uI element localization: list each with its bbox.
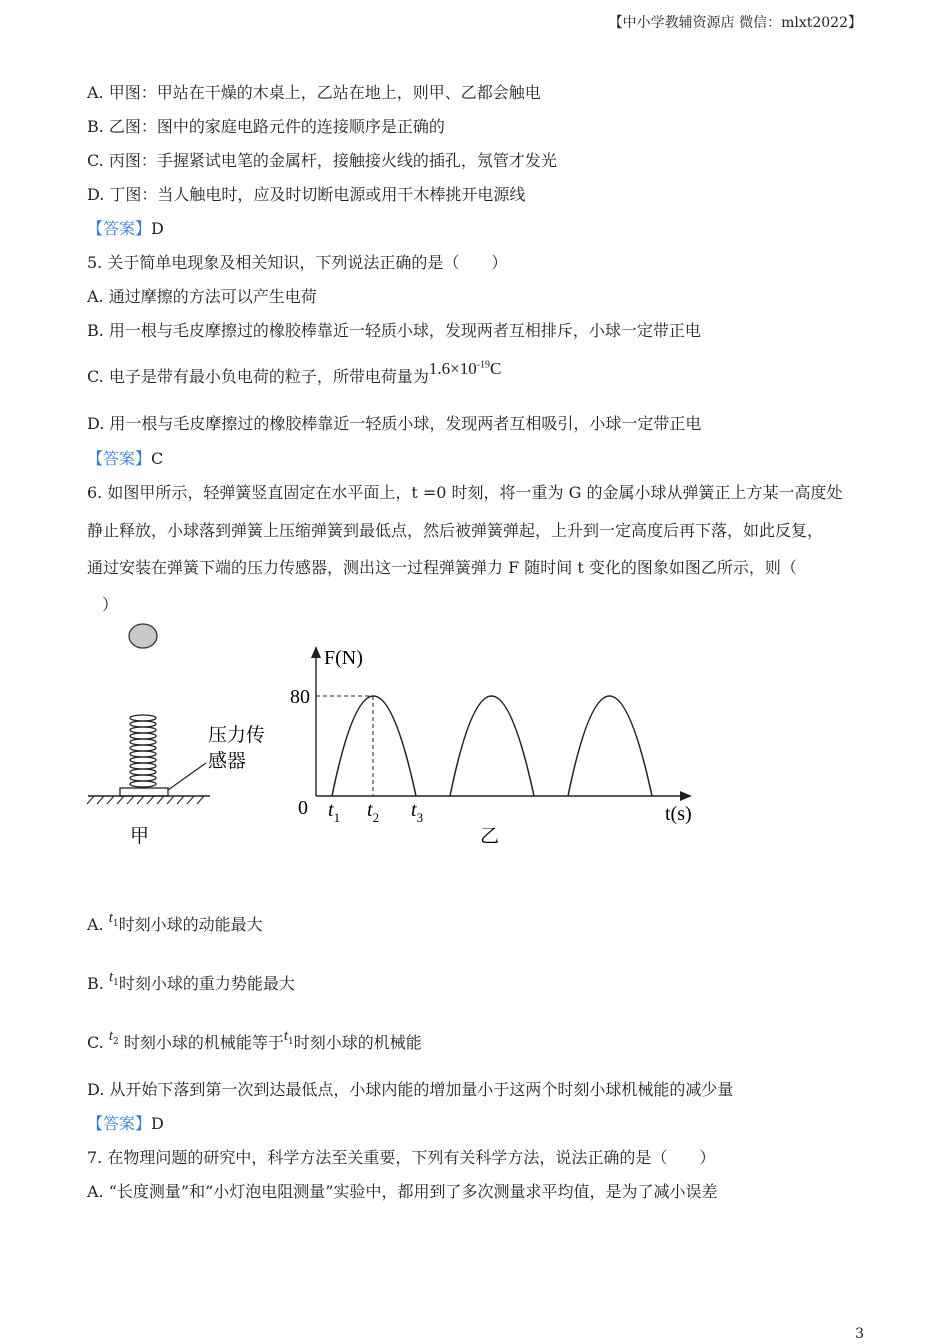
q5-option-d: D. 用一根与毛皮摩擦过的橡胶棒靠近一轻质小球，发现两者互相吸引，小球一定带正电 — [87, 414, 702, 433]
y-axis-label: F(N) — [324, 647, 363, 669]
t-subscript: 1 — [288, 1037, 294, 1047]
q6-stem-line2: 静止释放，小球落到弹簧上压缩弹簧到最低点，然后被弹簧弹起，上升到一定高度后再下落，如此反复， — [87, 521, 824, 540]
q6-option-c-mid: 时刻小球的机械能等于 — [123, 1033, 284, 1052]
peak-value-label: 80 — [290, 686, 310, 708]
t1-label: $t_1$ — [328, 799, 341, 825]
answer-value: D — [151, 1114, 164, 1133]
sensor-leader-line — [168, 763, 206, 790]
answer-label: 【答案】 — [87, 449, 152, 468]
answer-label: 【答案】 — [87, 1114, 152, 1133]
answer-value: D — [151, 219, 164, 238]
t-subscript: 1 — [113, 978, 119, 988]
force-curve-3 — [568, 696, 652, 796]
q5-stem: 5. 关于简单电现象及相关知识，下列说法正确的是（ ） — [87, 253, 508, 272]
q6-stem-line3: 通过安装在弹簧下端的压力传感器，测出这一过程弹簧弹力 F 随时间 t 变化的图象如图乙所示，则（ — [87, 558, 797, 577]
t-symbol: t — [108, 1028, 114, 1044]
q4-answer — [87, 216, 164, 239]
t-symbol: t — [108, 969, 114, 985]
answer-value: C — [151, 449, 164, 468]
x-axis-arrow-icon — [680, 791, 692, 801]
x-axis-label: t(s) — [665, 803, 692, 825]
q6-option-a: A. $t^1$时刻小球的动能最大 — [87, 910, 263, 934]
q6-option-c-text: 时刻小球的机械能 — [293, 1033, 422, 1052]
t-symbol: t — [283, 1028, 289, 1044]
sensor-plate — [120, 788, 168, 796]
q7-stem: 7. 在物理问题的研究中，科学方法至关重要，下列有关科学方法，说法正确的是（ ） — [87, 1148, 716, 1167]
ball-icon — [129, 624, 157, 648]
t3-label: $t_3$ — [411, 799, 424, 825]
q5-option-c-text: C. 电子是带有最小负电荷的粒子，所带电荷量为 — [87, 367, 429, 386]
q4-option-c: C. 丙图：手握紧试电笔的金属杆，接触接火线的插孔，氖管才发光 — [87, 151, 557, 170]
q6-figure — [80, 610, 720, 860]
t-subscript: 2 — [113, 1037, 119, 1047]
q6-option-b-text: 时刻小球的重力势能最大 — [118, 974, 295, 993]
q6-option-b: B. $t^1$时刻小球的重力势能最大 — [87, 969, 295, 993]
q4-option-b: B. 乙图：图中的家庭电路元件的连接顺序是正确的 — [87, 117, 445, 136]
q7-option-a: A. “长度测量”和”小灯泡电阻测量”实验中，都用到了多次测量求平均值，是为了减小误差 — [87, 1182, 718, 1201]
origin-label: 0 — [298, 797, 308, 819]
y-axis-arrow-icon — [311, 646, 321, 658]
t-subscript: 1 — [112, 919, 119, 929]
t2-label: $t_2$ — [367, 799, 380, 825]
page-number: 3 — [855, 1326, 864, 1342]
ground-hatching — [87, 796, 204, 804]
sensor-label-line2: 感器 — [208, 751, 247, 772]
q6-stem-line1: 6. 如图甲所示，轻弹簧竖直固定在水平面上，t =0 时刻，将一重为 G 的金属小球从弹簧正上方某一高度处 — [87, 483, 843, 502]
charge-value — [429, 359, 502, 378]
q6-option-c: C. $t^2$ 时刻小球的机械能等于$t^1$时刻小球的机械能 — [87, 1028, 422, 1052]
t-symbol: t — [108, 910, 113, 926]
q4-option-d: D. 丁图：当人触电时，应及时切断电源或用干木棒挑开电源线 — [87, 185, 526, 204]
answer-label: 【答案】 — [87, 219, 152, 238]
q5-option-c — [87, 359, 502, 387]
sensor-label-line1: 压力传 — [208, 725, 266, 746]
force-curve-2 — [450, 696, 534, 796]
charge-exponent: -19 — [476, 359, 491, 371]
q6-option-d: D. 从开始下落到第一次到达最低点，小球内能的增加量小于这两个时刻小球机械能的减少量 — [87, 1080, 734, 1099]
charge-base: 1.6×10 — [428, 359, 477, 378]
force-curve-1 — [332, 696, 416, 796]
figure-label-yi: 乙 — [480, 826, 500, 847]
q5-option-b: B. 用一根与毛皮摩擦过的橡胶棒靠近一轻质小球，发现两者互相排斥，小球一定带正电 — [87, 321, 701, 340]
q5-answer — [87, 446, 163, 469]
q6-stem-line4: ） — [102, 595, 119, 614]
figure-label-jia: 甲 — [130, 826, 150, 847]
q6-option-a-text: 时刻小球的动能最大 — [118, 915, 263, 934]
spring-icon — [130, 715, 156, 787]
q6-answer — [87, 1111, 164, 1134]
charge-unit: C — [490, 359, 502, 378]
q4-option-a: A. 甲图：甲站在干燥的木桌上，乙站在地上，则甲、乙都会触电 — [87, 83, 541, 102]
q5-option-a: A. 通过摩擦的方法可以产生电荷 — [87, 287, 317, 306]
page-header: 【中小学教辅资源店 微信：mlxt2022】 — [608, 15, 862, 31]
